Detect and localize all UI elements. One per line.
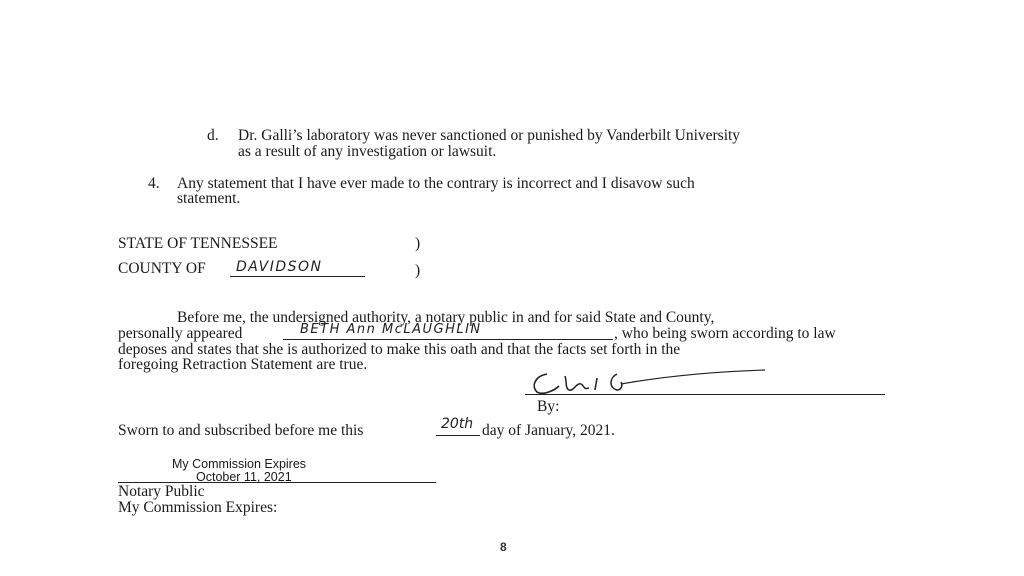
commission-stamp-line1: My Commission Expires xyxy=(172,457,307,471)
state-paren: ) xyxy=(415,235,421,252)
by-label: By: xyxy=(537,398,560,415)
notary-line1: Before me, the undersigned authority, a notary public in and for said State and County, xyxy=(177,309,715,326)
notary-public-label: Notary Public xyxy=(118,483,205,500)
notary-line4: foregoing Retraction Statement are true. xyxy=(118,356,368,373)
notary-line2-prefix: personally appeared xyxy=(118,325,243,342)
item-4-marker: 4. xyxy=(148,175,160,192)
notary-line3: deposes and states that she is authorized to make this oath and that the facts set forth in the xyxy=(118,341,681,358)
sworn-prefix: Sworn to and subscribed before me this xyxy=(118,422,364,439)
day-handwritten: 20th xyxy=(441,416,474,432)
signature-line xyxy=(525,394,885,395)
commission-expires-label: My Commission Expires: xyxy=(118,499,278,516)
appeared-name-underline xyxy=(283,339,613,340)
state-label: STATE OF TENNESSEE xyxy=(118,235,278,252)
day-underline xyxy=(436,435,480,436)
item-d-marker: d. xyxy=(207,127,219,144)
item-4-line2: statement. xyxy=(177,190,241,207)
page-number: 8 xyxy=(500,540,507,554)
county-handwritten: DAVIDSON xyxy=(236,259,323,275)
item-d-line2: as a result of any investigation or lawsuit. xyxy=(238,143,497,160)
appeared-name-handwritten: BETH Ann McLAUGHLIN xyxy=(300,322,482,337)
county-paren: ) xyxy=(415,262,421,279)
county-label: COUNTY OF xyxy=(118,260,206,277)
notary-line2-suffix: , who being sworn according to law xyxy=(614,325,836,342)
sworn-suffix: day of January, 2021. xyxy=(482,422,615,439)
county-underline xyxy=(230,276,365,277)
item-d-line1: Dr. Galli’s laboratory was never sanctioned or punished by Vanderbilt University xyxy=(238,127,741,144)
item-4-line1: Any statement that I have ever made to the contrary is incorrect and I disavow such xyxy=(177,175,695,192)
commission-stamp-line2: October 11, 2021 xyxy=(196,470,292,484)
